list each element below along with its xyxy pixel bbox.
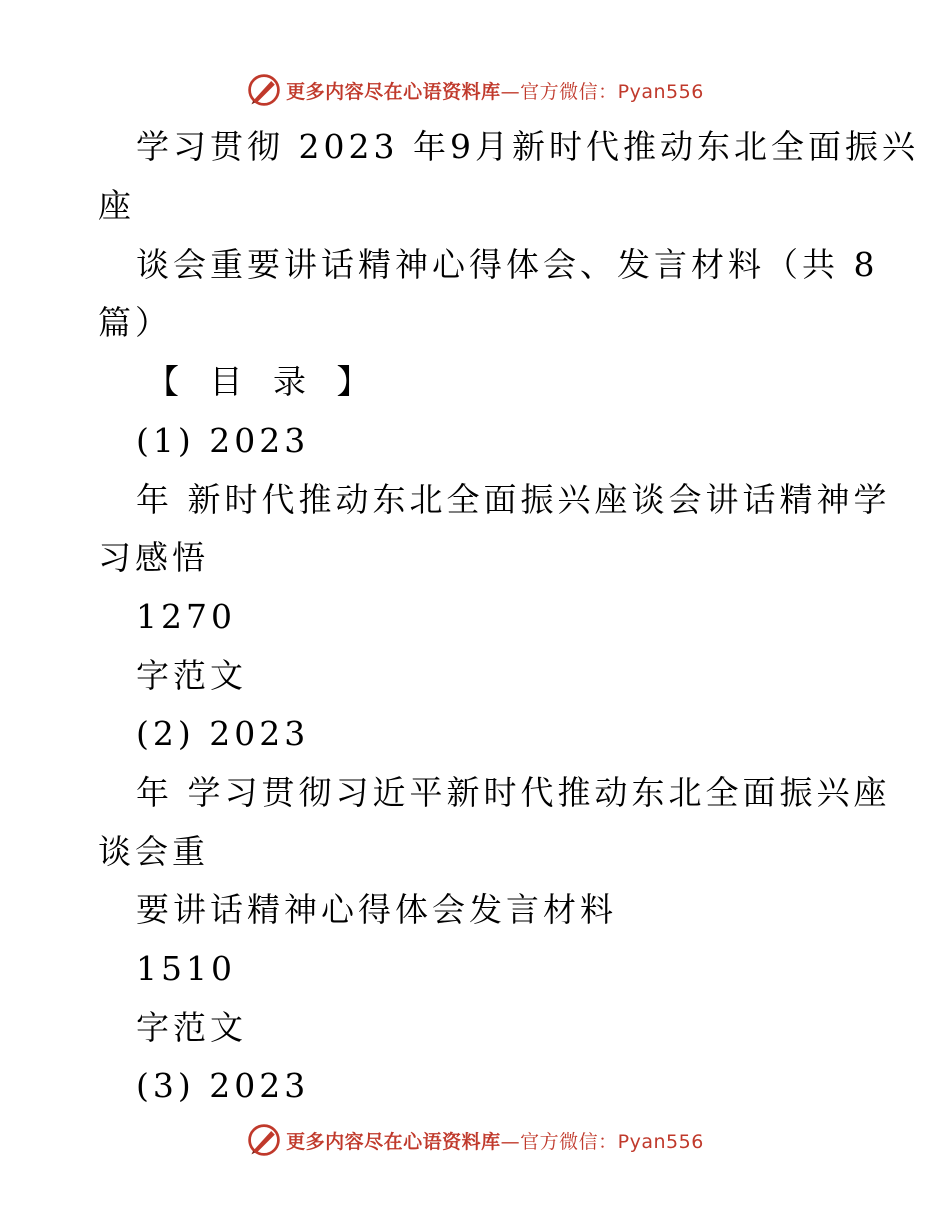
pen-logo-icon	[246, 72, 282, 108]
toc-entry-3-number: (3) 2023	[136, 1066, 310, 1105]
pen-logo-icon	[246, 1122, 282, 1158]
toc-entry-1-suffix: 字范文	[136, 656, 247, 695]
watermark-separator: —	[500, 80, 521, 103]
toc-entry-2-suffix: 字范文	[136, 1008, 247, 1047]
toc-entry-1-number: (1) 2023	[136, 421, 310, 460]
toc-heading: 【 目 录 】	[146, 362, 380, 401]
watermark-separator: —	[500, 1130, 521, 1153]
title-line-3: 谈会重要讲话精神心得体会、发言材料（共 8	[136, 245, 879, 284]
watermark-main: 更多内容尽在心语资料库	[286, 1130, 501, 1153]
toc-entry-1-count: 1270	[136, 597, 236, 636]
header-watermark	[0, 70, 950, 110]
toc-entry-2-title-cont: 谈会重	[98, 832, 209, 871]
toc-entry-1-title: 年 新时代推动东北全面振兴座谈会讲话精神学	[136, 480, 891, 519]
toc-entry-2-count: 1510	[136, 949, 236, 988]
toc-entry-1-title-cont: 习感悟	[98, 538, 209, 577]
toc-entry-2-title-cont-2: 要讲话精神心得体会发言材料	[136, 890, 617, 929]
title-line-1: 学习贯彻 2023 年9月新时代推动东北全面振兴	[136, 127, 919, 166]
watermark-text	[286, 1127, 704, 1154]
toc-entry-2-number: (2) 2023	[136, 714, 310, 753]
watermark-account: 官方微信：Pyan556	[520, 80, 704, 103]
watermark-account: 官方微信：Pyan556	[520, 1130, 704, 1153]
title-line-4: 篇）	[98, 303, 172, 342]
watermark-main: 更多内容尽在心语资料库	[286, 80, 501, 103]
footer-watermark	[0, 1120, 950, 1160]
title-line-2: 座	[98, 186, 135, 225]
toc-entry-2-title: 年 学习贯彻习近平新时代推动东北全面振兴座	[136, 773, 891, 812]
watermark-text	[286, 77, 704, 104]
